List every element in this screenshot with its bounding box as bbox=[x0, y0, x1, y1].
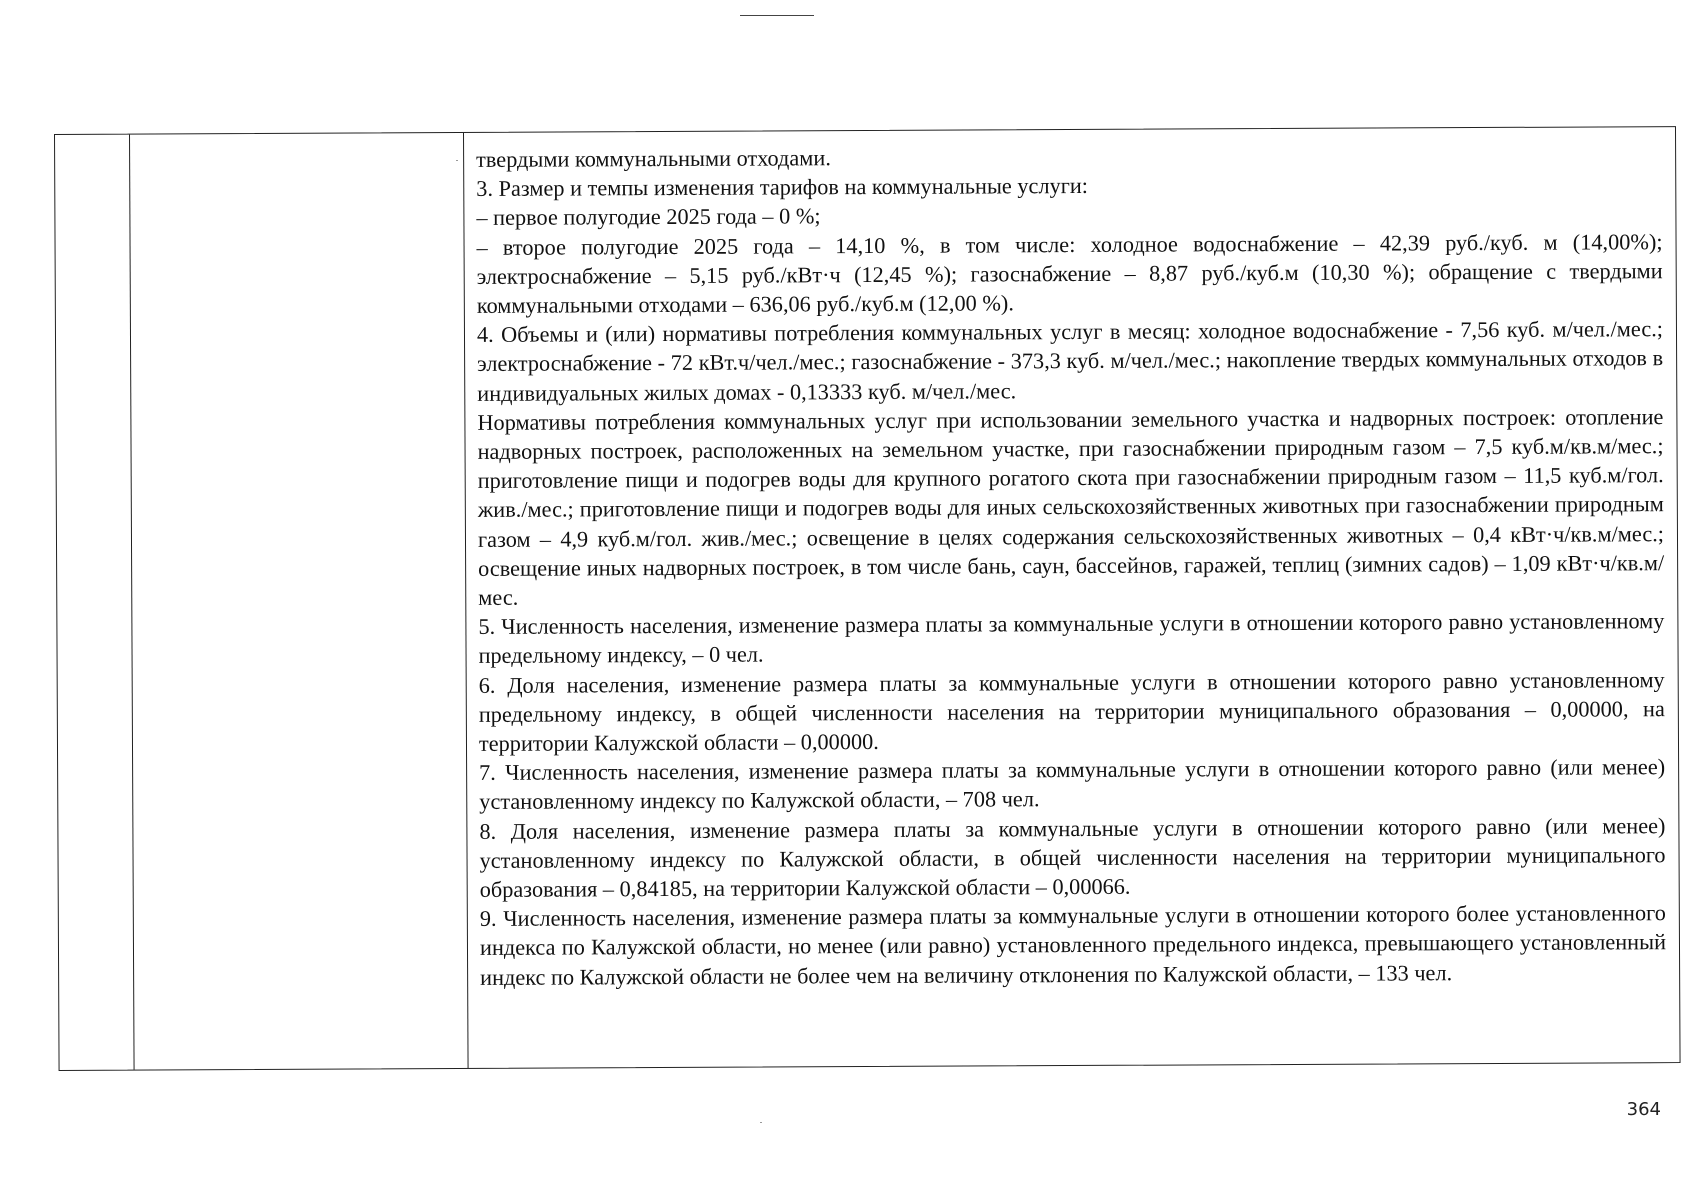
paragraph-first-half-2025: – первое полугодие 2025 года – 0 %; bbox=[476, 203, 821, 231]
paragraph-item-4: 4. Объемы и (или) нормативы потребления коммунальных услуг в месяц: холодное водоснабжение - 7,56 куб. м/чел./мес.; электроснабжение - 72 кВт.ч/чел./мес.; газоснабжение - 373,3 куб. м/чел./мес.; накопление твердых коммунальных отходов в индивидуальных жилых домах - 0,13333 куб. м/чел./мес. bbox=[476, 316, 1664, 406]
column-divider-2 bbox=[463, 133, 469, 1068]
paragraph-item-9: 9. Численность населения, изменение размера платы за коммунальные услуги в отношении которого более установленного индекса по Калужской области, но менее (или равно) установленного предельного индекса, превышающего установленный индекс по Калужской области не более чем на величину отклонения по Калужской области, – 133 чел. bbox=[479, 900, 1667, 990]
scan-speck bbox=[456, 160, 458, 161]
scan-speck bbox=[760, 1122, 762, 1123]
column-divider-1 bbox=[129, 135, 135, 1070]
paragraph-item-3-heading: 3. Размер и темпы изменения тарифов на коммунальные услуги: bbox=[476, 173, 1089, 202]
table-cell-content bbox=[476, 139, 1666, 992]
paragraph-item-7: 7. Численность населения, изменение размера платы за коммунальные услуги в отношении которого равно (или менее) установленному индексу по Калужской области, – 708 чел. bbox=[479, 754, 1666, 815]
page-number: 364 bbox=[1626, 1099, 1661, 1120]
paragraph-norms: Нормативы потребления коммунальных услуг при использовании земельного участка и надворных построек: отопление надворных построек, расположенных на земельном участке, при газоснабжении природным газом – 7,5 куб.м/кв.м/мес.; приготовление пищи и подогрев воды для крупного рогатого скота при газоснабжении природным газом – 11,5 куб.м/гол. жив./мес.; приготовление пищи и подогрев воды для иных сельскохозяйственных животных при газоснабжении природным газом – 4,9 куб.м/гол. жив./мес.; освещение в целях содержания сельскохозяйственных животных – 0,4 кВт·ч/кв.м/мес.; освещение иных надворных построек, в том числе бань, саун, бассейнов, гаражей, теплиц (зимних садов) – 1,09 кВт·ч/кв.м/мес. bbox=[477, 403, 1665, 610]
paragraph-second-half-2025: – второе полугодие 2025 года – 14,10 %, в том числе: холодное водоснабжение – 42,39 руб./куб. м (14,00%); электроснабжение – 5,15 руб./кВт·ч (12,45 %); газоснабжение – 8,87 руб./куб.м (10,30 %); обращение с твердыми коммунальными отходами – 636,06 руб./куб.м (12,00 %). bbox=[476, 228, 1663, 318]
paragraph-item-5: 5. Численность населения, изменение размера платы за коммунальные услуги в отношении которого равно установленному предельному индексу, – 0 чел. bbox=[478, 608, 1665, 669]
paragraph-continuation: твердыми коммунальными отходами. bbox=[476, 145, 831, 172]
document-table bbox=[54, 126, 1681, 1071]
paragraph-item-8: 8. Доля населения, изменение размера платы за коммунальные услуги в отношении которого равно (или менее) установленному индексу по Калужской области, в общей численности населения на территории муниципального образования – 0,84185, на территории Калужской области – 0,00066. bbox=[479, 812, 1666, 903]
paragraph-item-6: 6. Доля населения, изменение размера платы за коммунальные услуги в отношении которого равно установленному предельному индексу, в общей численности населения на территории муниципального образования – 0,00000, на территории Калужской области – 0,00000. bbox=[478, 666, 1665, 756]
top-scan-mark bbox=[740, 15, 814, 16]
